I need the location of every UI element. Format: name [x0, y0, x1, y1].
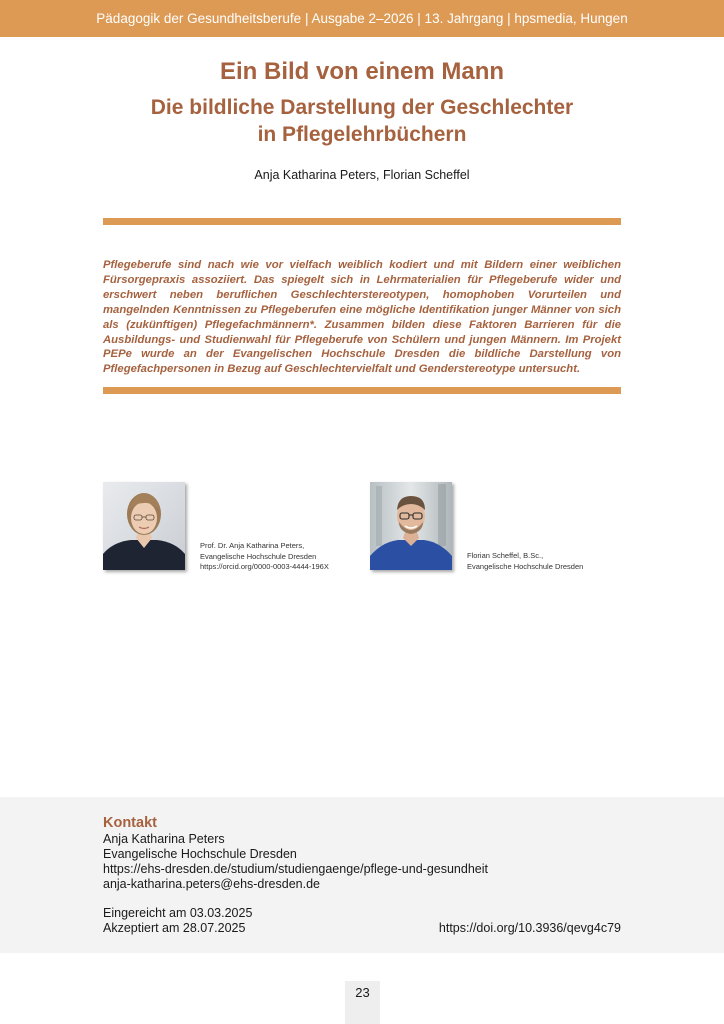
- contact-website-link[interactable]: https://ehs-dresden.de/studium/studiengaenge/pflege-und-gesundheit: [103, 862, 488, 876]
- article-title: Ein Bild von einem Mann: [219, 58, 505, 85]
- doi-link[interactable]: https://doi.org/10.3936/qevg4c79: [438, 921, 621, 935]
- author-caption-peters: [200, 541, 329, 573]
- submission-dates: [103, 906, 252, 936]
- top-divider: [103, 218, 621, 225]
- article-subtitle: [0, 94, 724, 148]
- author-photo-scheffel: [370, 482, 452, 570]
- author-caption-scheffel: [467, 551, 583, 572]
- journal-header-bar: [0, 0, 724, 37]
- contact-institution: Evangelische Hochschule Dresden: [103, 847, 297, 861]
- accepted-date: Akzeptiert am 28.07.2025: [103, 921, 246, 935]
- contact-heading: Kontakt: [103, 815, 157, 831]
- caption-line: https://orcid.org/0000-0003-4444-196X: [200, 562, 329, 571]
- caption-line: Evangelische Hochschule Dresden: [200, 551, 317, 561]
- author-list: Anja Katharina Peters, Florian Scheffel: [254, 168, 470, 182]
- caption-line: Florian Scheffel, B.Sc.,: [467, 551, 544, 560]
- running-title: Pädagogik der Gesundheitsberufe | Ausgabe 2–2026 | 13. Jahrgang | hpsmedia, Hungen: [96, 11, 628, 26]
- portrait-woman-icon: [103, 482, 185, 570]
- author-photo-peters: [103, 482, 185, 570]
- subtitle-line-2: in Pflegelehrbüchern: [257, 123, 467, 146]
- caption-line: Prof. Dr. Anja Katharina Peters,: [200, 541, 305, 550]
- bottom-divider: [103, 387, 621, 394]
- portrait-man-icon: [370, 482, 452, 570]
- contact-name: Anja Katharina Peters: [103, 832, 225, 846]
- contact-email-link[interactable]: anja-katharina.peters@ehs-dresden.de: [103, 877, 320, 891]
- subtitle-line-1: Die bildliche Darstellung der Geschlechter: [150, 96, 574, 119]
- submitted-date: Eingereicht am 03.03.2025: [103, 906, 253, 920]
- contact-details: [103, 832, 488, 892]
- abstract: Pflegeberufe sind nach wie vor vielfach weiblich kodiert und mit Bildern einer weiblichen Fürsorgepraxis assoziiert. Das spiegelt sich in Lehrmaterialien für Pflegeberufe wider und erschwert neben beruflichen Geschlechterstereotypen, homophoben Vorurteilen und mangelnden Kenntnissen zu Pflegeberufen eine mögliche Identifikation junger Männer von sich als (zukünftigen) Pflegefachmännern*. Zusammen bilden diese Faktoren Barrieren für die Ausbildungs- und Studienwahl für Pflegeberufe von Schülern und jungen Männern. Im Projekt PEPe wurde an der Evangelischen Hochschule Dresden die bildliche Darstellung von Pflegefachpersonen in Bezug auf Geschlechtervielfalt und Genderstereotype untersucht.: [103, 259, 621, 376]
- page-number: 23: [345, 981, 380, 1024]
- caption-line: Evangelische Hochschule Dresden: [467, 561, 584, 571]
